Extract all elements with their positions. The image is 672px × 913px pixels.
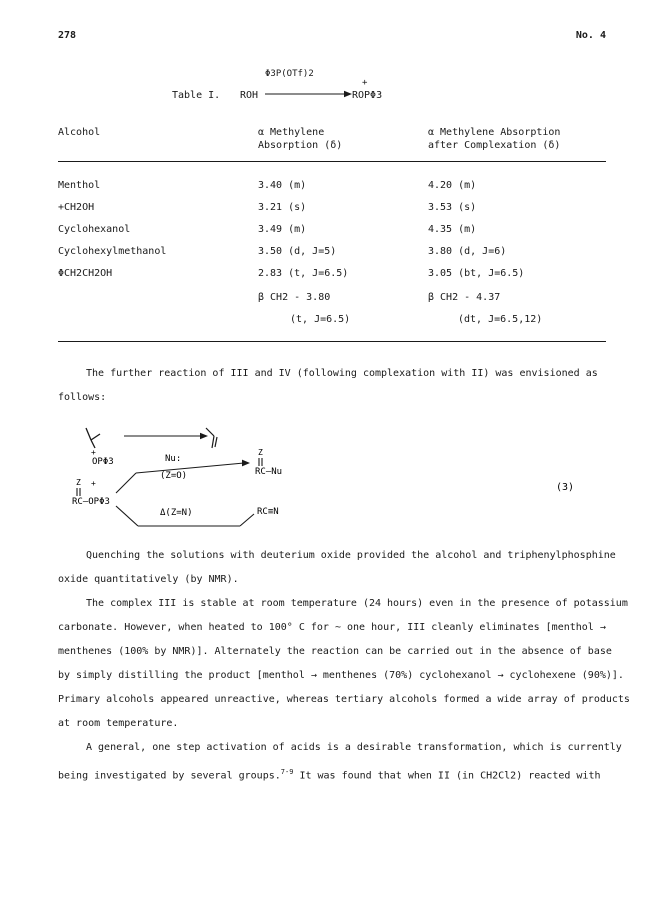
table-cell-complexation: 4.35 (m) bbox=[428, 224, 477, 235]
table-cell-beta-complexation-multiplicity: (dt, J=6.5,12) bbox=[458, 314, 543, 325]
reaction-scheme bbox=[58, 418, 608, 538]
upper-pathway-arrowhead bbox=[242, 460, 250, 467]
body-text: It was found that when II (in CH2Cl2) reacted with bbox=[299, 770, 601, 782]
scheme-rcn: RC≡N bbox=[257, 507, 279, 517]
alkyl-skeleton bbox=[86, 428, 100, 448]
reaction-product-charge: + bbox=[362, 78, 368, 88]
body-line bbox=[58, 760, 606, 788]
paragraph-line: follows: bbox=[58, 392, 107, 403]
scheme-nu: Nu: bbox=[165, 454, 182, 464]
table-cell-alcohol: Cyclohexanol bbox=[58, 224, 131, 235]
reaction-reagent: Φ3P(OTf)2 bbox=[265, 69, 314, 79]
table-cell-beta-absorption-multiplicity: (t, J=6.5) bbox=[290, 314, 351, 325]
table-cell-alcohol: Cyclohexylmethanol bbox=[58, 246, 167, 257]
table-cell-complexation: 3.80 (d, J=6) bbox=[428, 246, 507, 257]
scheme-opphi3-top: OPΦ3 bbox=[92, 457, 114, 467]
scheme-z-left: Z bbox=[76, 478, 81, 487]
citation-superscript: 7-9 bbox=[280, 768, 294, 776]
scheme-rc-opphi3: RC—OPΦ3 bbox=[72, 497, 110, 507]
scheme-plus-1: + bbox=[91, 448, 96, 457]
left-double-bond bbox=[77, 488, 80, 496]
table-cell-absorption: 3.21 (s) bbox=[258, 202, 307, 213]
table-cell-complexation: 4.20 (m) bbox=[428, 180, 477, 191]
column-header-complexation-line1: α Methylene Absorption bbox=[428, 127, 561, 138]
column-header-absorption-line1: α Methylene bbox=[258, 127, 325, 138]
scheme-delta-z-n: Δ(Z=N) bbox=[160, 508, 193, 518]
scheme-rc-nu: RC—Nu bbox=[255, 467, 283, 477]
table-cell-complexation: 3.05 (bt, J=6.5) bbox=[428, 268, 525, 279]
body-line: A general, one step activation of acids is a desirable transformation, which is currently bbox=[86, 742, 622, 753]
scheme-plus-2: + bbox=[91, 479, 96, 488]
table-cell-alcohol: Menthol bbox=[58, 180, 101, 191]
table-cell-absorption: 2.83 (t, J=6.5) bbox=[258, 268, 349, 279]
table-rule-bottom bbox=[58, 341, 606, 342]
reaction-product: ROPΦ3 bbox=[352, 90, 383, 101]
table-cell-absorption: 3.50 (d, J=5) bbox=[258, 246, 337, 257]
table-cell-complexation: 3.53 (s) bbox=[428, 202, 477, 213]
column-header-alcohol: Alcohol bbox=[58, 127, 101, 138]
body-line: Quenching the solutions with deuterium oxide provided the alcohol and triphenylphosphine bbox=[86, 550, 616, 561]
table-cell-absorption: 3.40 (m) bbox=[258, 180, 307, 191]
body-line: Primary alcohols appeared unreactive, whereas tertiary alcohols formed a wide array of products bbox=[58, 694, 630, 705]
body-line: The complex III is stable at room temperature (24 hours) even in the presence of potassium bbox=[86, 598, 628, 609]
table-cell-beta-absorption: β CH2 - 3.80 bbox=[258, 292, 331, 303]
table-rule-top bbox=[58, 161, 606, 162]
right-double-bond bbox=[259, 458, 262, 466]
table-caption: Table I. bbox=[172, 90, 221, 101]
column-header-complexation-line2: after Complexation (δ) bbox=[428, 140, 561, 151]
body-line: oxide quantitatively (by NMR). bbox=[58, 574, 239, 585]
elimination-arrow bbox=[124, 433, 208, 439]
body-line: at room temperature. bbox=[58, 718, 179, 729]
issue-number: No. 4 bbox=[575, 30, 606, 41]
body-line: carbonate. However, when heated to 100° C for ~ one hour, III cleanly eliminates [menthol → bbox=[58, 622, 606, 633]
alkene-product bbox=[206, 428, 217, 448]
paragraph-line: The further reaction of III and IV (following complexation with II) was envisioned as bbox=[86, 368, 598, 379]
table-cell-alcohol: ΦCH2CH2OH bbox=[58, 268, 113, 279]
scheme-z-right: Z bbox=[258, 448, 263, 457]
page-number: 278 bbox=[58, 30, 77, 41]
body-line: by simply distilling the product [menthol → menthenes (70%) cyclohexanol → cyclohexene (90%)]. bbox=[58, 670, 624, 681]
reaction-reactant: ROH bbox=[240, 90, 259, 101]
table-cell-absorption: 3.49 (m) bbox=[258, 224, 307, 235]
table-cell-alcohol: +CH2OH bbox=[58, 202, 95, 213]
reaction-arrow bbox=[264, 89, 354, 99]
table-cell-beta-complexation: β CH2 - 4.37 bbox=[428, 292, 501, 303]
body-text: being investigated by several groups. bbox=[58, 770, 281, 782]
column-header-absorption-line2: Absorption (δ) bbox=[258, 140, 343, 151]
equation-number: (3) bbox=[556, 482, 575, 493]
body-line: menthenes (100% by NMR)]. Alternately the reaction can be carried out in the absence of base bbox=[58, 646, 612, 657]
scheme-z-o: (Z=O) bbox=[160, 471, 188, 481]
